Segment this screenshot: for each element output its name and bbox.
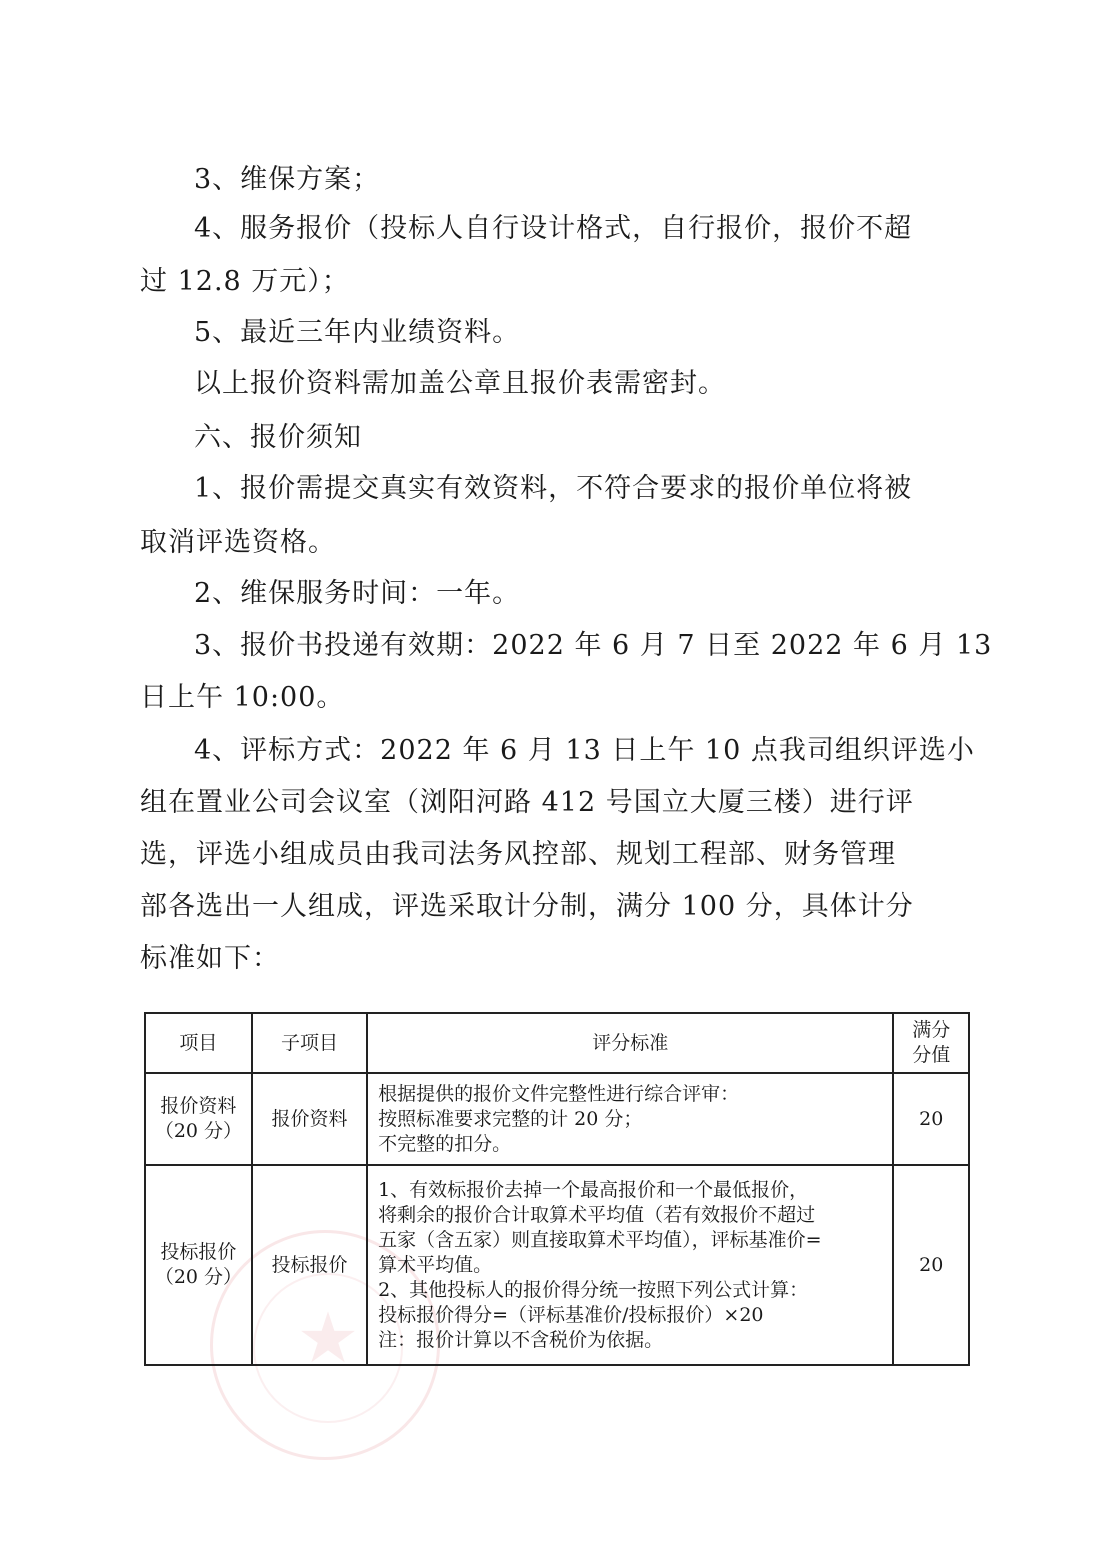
paragraph-seal-note: 以上报价资料需加盖公章且报价表需密封。 bbox=[194, 368, 726, 399]
paragraph-rule-4-line4: 部各选出一人组成，评选采取计分制，满分 100 分，具体计分 bbox=[140, 891, 914, 922]
row-item-name: 报价资料 bbox=[160, 1095, 237, 1117]
criteria-line: 算术平均值。 bbox=[378, 1253, 493, 1276]
row-criteria bbox=[367, 1073, 893, 1165]
criteria-line: 按照标准要求完整的计 20 分； bbox=[378, 1107, 643, 1130]
paragraph-rule-2: 2、维保服务时间：一年。 bbox=[194, 578, 521, 609]
row-subitem: 报价资料 bbox=[252, 1073, 367, 1165]
criteria-line: 1、有效标报价去掉一个最高报价和一个最低报价， bbox=[378, 1178, 809, 1201]
paragraph-rule-4-line2: 组在置业公司会议室（浏阳河路 412 号国立大厦三楼）进行评 bbox=[140, 787, 914, 818]
table-row bbox=[145, 1073, 969, 1165]
row-score: 20 bbox=[893, 1073, 969, 1165]
row-item-points: （20 分） bbox=[154, 1120, 243, 1142]
scoring-table bbox=[144, 1012, 970, 1366]
row-item bbox=[145, 1073, 252, 1165]
paragraph-performance: 5、最近三年内业绩资料。 bbox=[194, 317, 521, 348]
paragraph-rule-4-line5: 标准如下： bbox=[140, 943, 280, 974]
paragraph-rule-3-cont: 日上午 10:00。 bbox=[140, 682, 345, 713]
table-header-row bbox=[145, 1013, 969, 1073]
seal-star-icon: ★ bbox=[296, 1297, 360, 1379]
table-row bbox=[145, 1165, 969, 1365]
criteria-line: 注：报价计算以不含税价为依据。 bbox=[378, 1328, 664, 1351]
row-criteria bbox=[367, 1165, 893, 1365]
header-full-score bbox=[893, 1013, 969, 1073]
paragraph-rule-4-line3: 选，评选小组成员由我司法务风控部、规划工程部、财务管理 bbox=[140, 839, 896, 870]
criteria-line: 2、其他投标人的报价得分统一按照下列公式计算： bbox=[378, 1278, 809, 1301]
row-item-points: （20 分） bbox=[154, 1266, 243, 1288]
header-full-score-line2: 分值 bbox=[912, 1044, 951, 1066]
paragraph-service-quote-cont: 过 12.8 万元）； bbox=[140, 266, 350, 297]
criteria-line: 根据提供的报价文件完整性进行综合评审： bbox=[378, 1082, 740, 1105]
criteria-line: 不完整的扣分。 bbox=[378, 1132, 512, 1155]
paragraph-rule-1-cont: 取消评选资格。 bbox=[140, 527, 336, 558]
header-criteria: 评分标准 bbox=[367, 1013, 893, 1073]
paragraph-rule-1: 1、报价需提交真实有效资料，不符合要求的报价单位将被 bbox=[194, 473, 913, 504]
row-subitem: 投标报价 bbox=[252, 1165, 367, 1365]
row-item-name: 投标报价 bbox=[160, 1241, 237, 1263]
section-heading: 六、报价须知 bbox=[194, 422, 362, 453]
criteria-line: 五家（含五家）则直接取算术平均值），评标基准价= bbox=[378, 1228, 822, 1251]
paragraph-rule-3: 3、报价书投递有效期：2022 年 6 月 7 日至 2022 年 6 月 13 bbox=[194, 630, 993, 661]
row-score: 20 bbox=[893, 1165, 969, 1365]
paragraph-maintenance-plan: 3、维保方案； bbox=[194, 164, 381, 195]
paragraph-rule-4: 4、评标方式：2022 年 6 月 13 日上午 10 点我司组织评选小 bbox=[194, 735, 975, 766]
criteria-line: 投标报价得分=（评标基准价/投标报价）×20 bbox=[378, 1303, 764, 1326]
header-full-score-line1: 满分 bbox=[912, 1019, 951, 1041]
header-item: 项目 bbox=[145, 1013, 252, 1073]
paragraph-service-quote: 4、服务报价（投标人自行设计格式，自行报价，报价不超 bbox=[194, 213, 913, 244]
row-item bbox=[145, 1165, 252, 1365]
header-subitem: 子项目 bbox=[252, 1013, 367, 1073]
criteria-line: 将剩余的报价合计取算术平均值（若有效报价不超过 bbox=[378, 1203, 816, 1226]
